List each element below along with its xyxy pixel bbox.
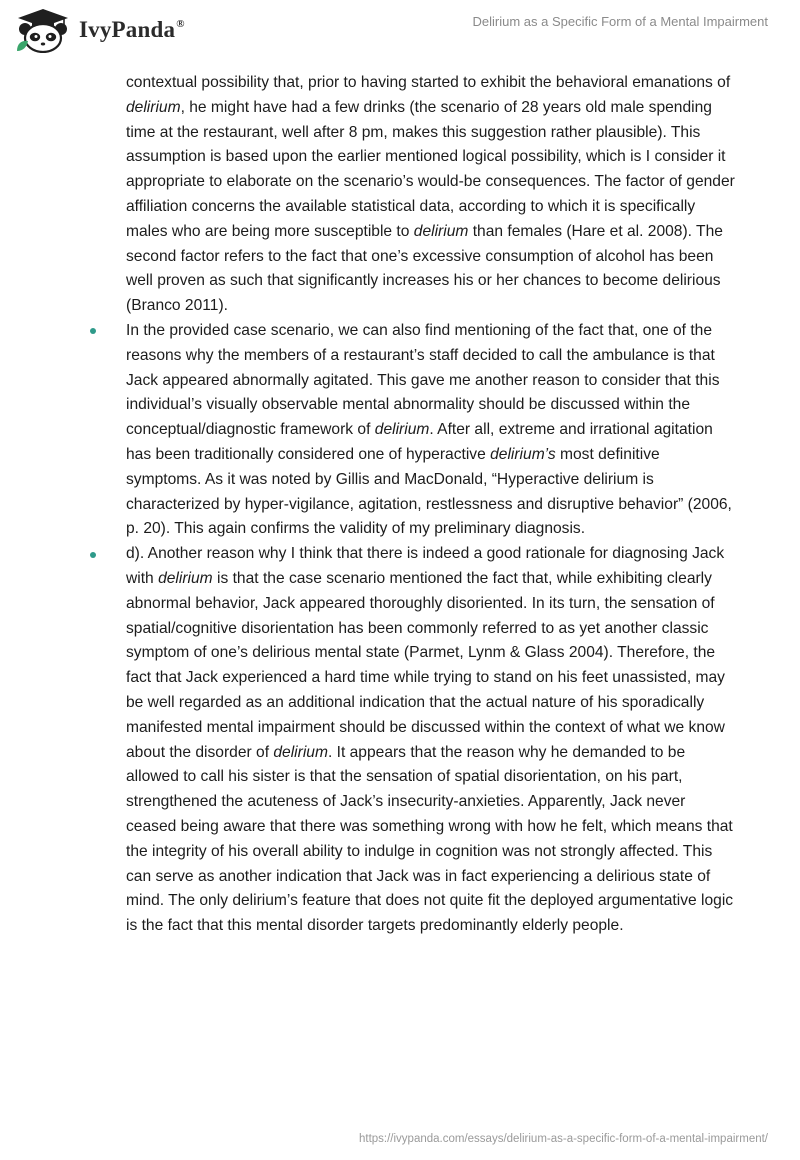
emphasis-delirium: delirium’s: [490, 445, 556, 463]
bullet-dot-icon: [88, 319, 98, 344]
document-title: Delirium as a Specific Form of a Mental Impairment: [472, 14, 768, 29]
text-run: . It appears that the reason why he demanded to be allowed to call his sister is that the sensation of spatial disorientation, on his part, strengthened the acuteness of Jack’s insecurity-anxieties. Apparently, Jack never ceased being aware that there was something wrong with how he felt, which means that the integrity of his overall ability to indulge in cognition was not strongly affected. This can serve as another indication that Jack was in fact experiencing a delirious state of mind. The only delirium’s feature that does not quite fit the deployed argumentative logic is the fact that this mental disorder targets predominantly elderly people.: [126, 743, 734, 935]
emphasis-delirium: delirium: [126, 98, 181, 116]
text-run: , he might have had a few drinks (the scenario of 28 years old male spending time at the restaurant, well after 8 pm, makes this suggestion rather plausible). This assumption is based upon the earlier mentioned logical possibility, which is I consider it appropriate to elaborate on the scenario’s would-be consequences. The factor of gender affiliation concerns the available statistical data, according to which it is specifically males who are being more susceptible to: [126, 98, 735, 240]
bullet-dot-icon: [88, 542, 98, 567]
emphasis-delirium: delirium: [374, 421, 430, 439]
text-run: d). Another reason why I think that there is indeed a good rationale for diagnosing Jack with: [126, 545, 725, 587]
text-run: In the provided case scenario, we can also find mentioning of the fact that, one of the reasons why the members of a restaurant’s staff decided to call the ambulance is that Jack appeared abnormally agitated. This gave me another reason to consider that this individual’s visually observable mental abnormality should be discussed within the conceptual/diagnostic framework of: [126, 321, 720, 439]
bullet-text: [126, 319, 738, 542]
bullet-text: [126, 542, 738, 939]
text-run: most definitive symptoms. As it was noted by Gillis and MacDonald, “Hyperactive delirium is characterized by hyper-vigilance, agitation, restlessness and disruptive behavior” (2006, p. 20). This again confirms the validity of my preliminary diagnosis.: [126, 445, 732, 538]
emphasis-delirium: delirium: [273, 743, 328, 761]
paragraph-continuation: [126, 71, 738, 319]
text-run: contextual possibility that, prior to having started to exhibit the behavioral emanations of: [126, 74, 731, 91]
emphasis-delirium: delirium: [158, 569, 213, 587]
text-run: is that the case scenario mentioned the fact that, while exhibiting clearly abnormal behavior, Jack appeared thoroughly disoriented. In its turn, the sensation of spatial/cognitive disorientation has been commonly referred to as yet another classic symptom of one’s delirious mental state (Parmet, Lynm & Glass 2004). Therefore, the fact that Jack experienced a hard time while trying to stand on his feet unassisted, may be well regarded as an additional indication that the actual nature of his sporadically manifested mental impairment should be discussed within the context of what we know about the disorder of: [126, 569, 725, 761]
emphasis-delirium: delirium: [413, 222, 469, 240]
page-header: [0, 0, 800, 70]
text-run: . After all, extreme and irrational agitation has been traditionally considered one of hyperactive: [126, 421, 713, 463]
panda-logo-icon: [14, 7, 72, 53]
registered-mark: ®: [176, 18, 185, 30]
list-item: [126, 542, 738, 939]
text-run: than females (Hare et al. 2008). The second factor refers to the fact that one’s excessive consumption of alcohol has been well proven as such that significantly increases his or her chances to become delirious (Branco 2011).: [126, 222, 723, 315]
essay-content: [126, 71, 738, 939]
brand-name: [79, 17, 185, 43]
brand-logo[interactable]: [14, 7, 185, 53]
source-url-link[interactable]: https://ivypanda.com/essays/delirium-as-a-specific-form-of-a-mental-impairment/: [358, 1133, 768, 1145]
list-item: [126, 319, 738, 542]
brand-name-text: IvyPanda: [79, 17, 176, 42]
